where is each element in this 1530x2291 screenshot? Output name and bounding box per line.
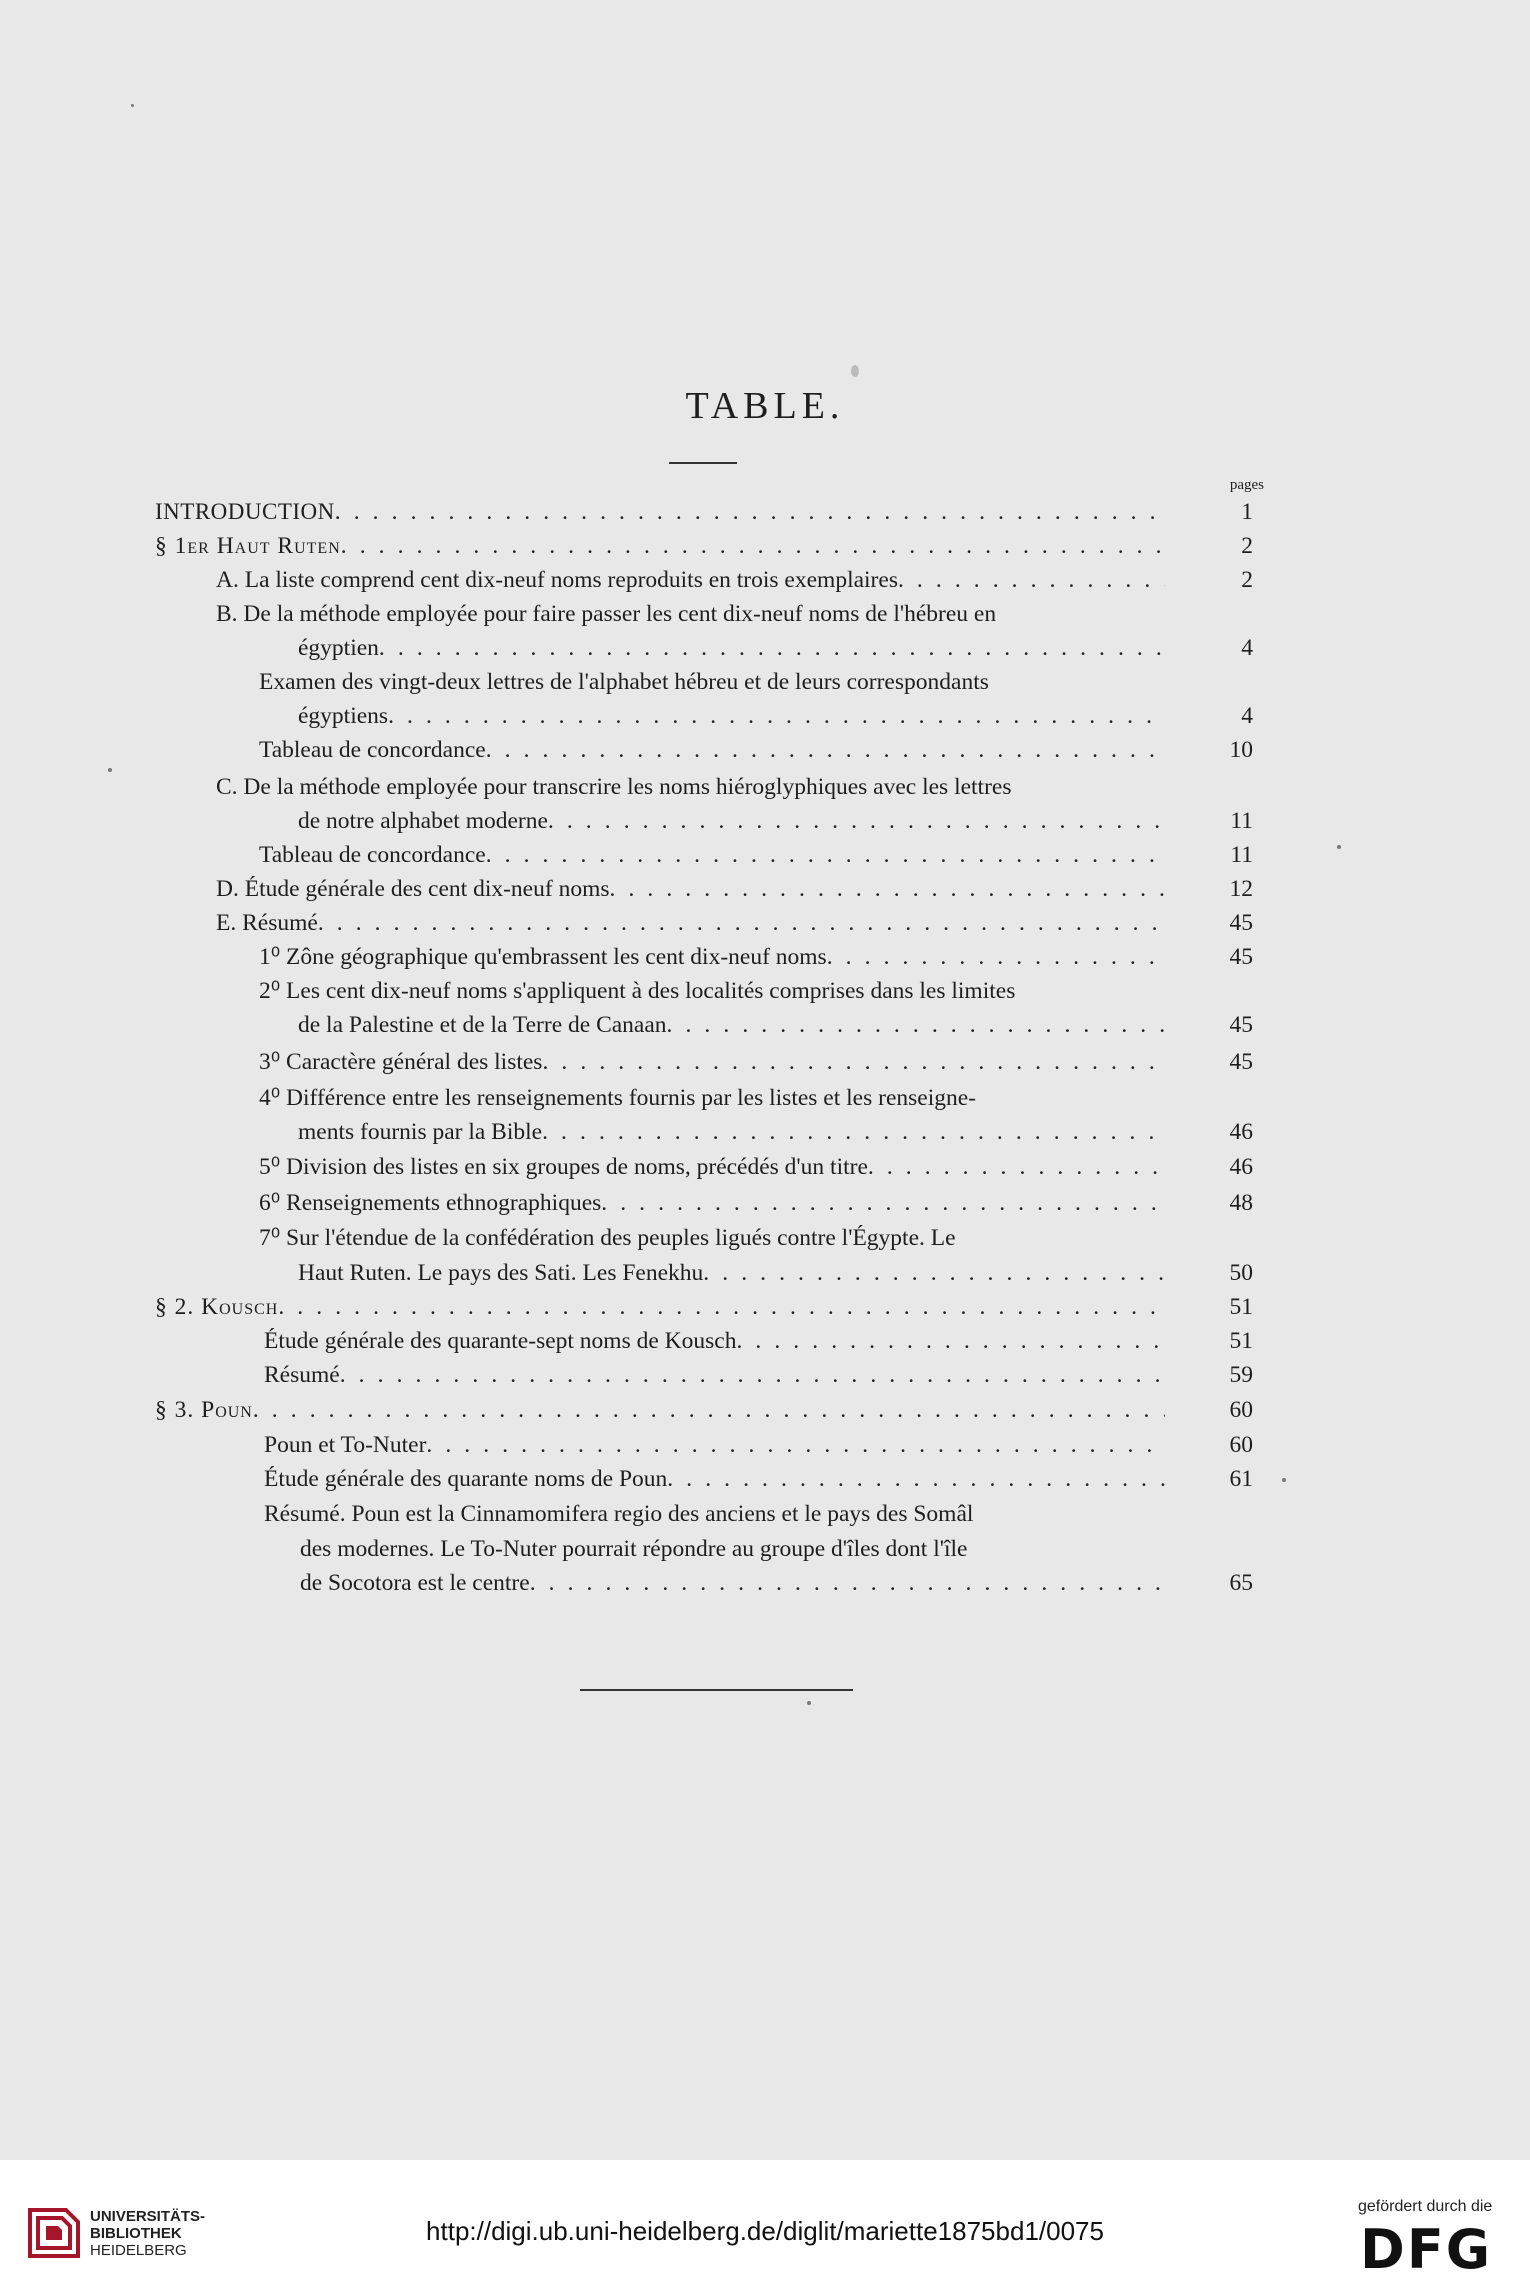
toc-page-number: 50 xyxy=(1229,1260,1253,1286)
toc-entry-c-line2[interactable] xyxy=(298,804,1165,838)
toc-entry-1o[interactable] xyxy=(259,940,1165,974)
toc-entry-examen-line2[interactable] xyxy=(298,699,1165,733)
dot-leader xyxy=(253,1393,1165,1427)
dot-leader xyxy=(868,1150,1165,1184)
toc-page-number: 11 xyxy=(1230,808,1253,834)
toc-entry-text: 6⁰ Renseignements ethnographiques xyxy=(259,1190,602,1216)
toc-page-number: 51 xyxy=(1229,1328,1253,1354)
dot-leader xyxy=(610,872,1166,906)
toc-entry-haut-ruten[interactable] xyxy=(155,529,1165,563)
title-rule xyxy=(669,462,737,464)
toc-page-number: 11 xyxy=(1230,842,1253,868)
toc-entry-text: 5⁰ Division des listes en six groupes de noms, précédés d'un titre xyxy=(259,1154,868,1180)
toc-page-number: 65 xyxy=(1229,1570,1253,1596)
dot-leader xyxy=(318,906,1165,940)
toc-entry-3o[interactable] xyxy=(259,1045,1165,1079)
toc-page-number: 4 xyxy=(1241,635,1253,661)
toc-entry-2o-line1[interactable]: 2⁰ Les cent dix-neuf noms s'appliquent à des localités comprises dans les limites xyxy=(259,978,1016,1004)
toc-entry-5o[interactable] xyxy=(259,1150,1165,1184)
library-name-line3: HEIDELBERG xyxy=(90,2242,187,2259)
page-title: TABLE. xyxy=(685,385,845,427)
dot-leader xyxy=(426,1428,1165,1462)
toc-entry-etude-poun[interactable] xyxy=(264,1462,1165,1496)
toc-entry-poun[interactable] xyxy=(155,1393,1165,1427)
toc-entry-text: de notre alphabet moderne xyxy=(298,808,548,834)
dot-leader xyxy=(667,1008,1165,1042)
toc-entry-text: ments fournis par la Bible xyxy=(298,1119,543,1145)
toc-page-number: 12 xyxy=(1229,876,1253,902)
toc-entry-6o[interactable] xyxy=(259,1186,1165,1220)
dot-leader xyxy=(827,940,1165,974)
toc-page-number: 45 xyxy=(1229,1012,1253,1038)
toc-entry-text: E. Résumé xyxy=(216,910,318,936)
library-name-line1: UNIVERSITÄTS- xyxy=(90,2208,206,2225)
toc-entry-etude-kousch[interactable] xyxy=(264,1324,1165,1358)
toc-entry-tableau-1[interactable] xyxy=(259,733,1165,767)
toc-entry-text: § 1er Haut Ruten xyxy=(155,533,341,559)
dot-leader xyxy=(542,1115,1165,1149)
toc-page-number: 59 xyxy=(1229,1362,1253,1388)
dot-leader xyxy=(703,1256,1165,1290)
toc-page-number: 10 xyxy=(1229,737,1253,763)
toc-entry-text: de Socotora est le centre xyxy=(300,1570,530,1596)
dot-leader xyxy=(486,733,1165,767)
toc-page-number: 61 xyxy=(1229,1466,1253,1492)
toc-entry-poun-to-nuter[interactable] xyxy=(264,1428,1165,1462)
dot-leader xyxy=(542,1045,1165,1079)
toc-entry-resume-poun-line3[interactable] xyxy=(300,1566,1165,1600)
funding-text: gefördert durch die xyxy=(1358,2198,1493,2215)
toc-page-number: 2 xyxy=(1241,567,1253,593)
toc-page-number: 46 xyxy=(1229,1119,1253,1145)
toc-page-number: 1 xyxy=(1241,499,1253,525)
toc-entry-kousch[interactable] xyxy=(155,1290,1165,1324)
permalink-url[interactable]: http://digi.ub.uni-heidelberg.de/diglit/mariette1875bd1/0075 xyxy=(426,2216,1104,2246)
toc-entry-text: Étude générale des quarante noms de Poun xyxy=(264,1466,668,1492)
toc-entry-text: INTRODUCTION xyxy=(155,499,335,524)
toc-entry-tableau-2[interactable] xyxy=(259,838,1165,872)
toc-entry-4o-line2[interactable] xyxy=(298,1115,1165,1149)
toc-page-number: 51 xyxy=(1229,1294,1253,1320)
toc-entry-text: Étude générale des quarante-sept noms de Kousch xyxy=(264,1328,737,1354)
dot-leader xyxy=(530,1566,1165,1600)
toc-entry-e[interactable] xyxy=(216,906,1165,940)
toc-entry-introduction[interactable] xyxy=(155,495,1165,529)
toc-page-number: 45 xyxy=(1229,1049,1253,1075)
toc-entry-examen-line1[interactable]: Examen des vingt-deux lettres de l'alphabet hébreu et de leurs correspondants xyxy=(259,669,989,695)
viewer-footer xyxy=(0,2160,1530,2291)
toc-entry-text: Tableau de concordance xyxy=(259,737,486,763)
toc-entry-text: Poun et To-Nuter xyxy=(264,1432,427,1458)
toc-page-number: 4 xyxy=(1241,703,1253,729)
paper-speck xyxy=(131,104,134,107)
toc-entry-c-line1[interactable]: C. De la méthode employée pour transcrire les noms hiéroglyphiques avec les lettres xyxy=(216,774,1012,800)
toc-entry-4o-line1[interactable]: 4⁰ Différence entre les renseignements fournis par les listes et les renseigne- xyxy=(259,1085,976,1111)
paper-speck xyxy=(851,365,859,377)
dot-leader xyxy=(335,495,1165,529)
pages-column-label: pages xyxy=(1229,477,1264,493)
toc-entry-text: Tableau de concordance xyxy=(259,842,486,868)
dot-leader xyxy=(278,1290,1165,1324)
toc-entry-a[interactable] xyxy=(216,563,1165,597)
toc-page-number: 60 xyxy=(1229,1432,1253,1458)
toc-page-number: 46 xyxy=(1229,1154,1253,1180)
toc-page-number: 45 xyxy=(1229,944,1253,970)
toc-entry-text: Résumé xyxy=(264,1362,340,1388)
dot-leader xyxy=(388,699,1165,733)
toc-entry-resume-poun-line2[interactable]: des modernes. Le To-Nuter pourrait répondre au groupe d'îles dont l'île xyxy=(300,1536,968,1562)
paper-speck xyxy=(108,768,112,772)
toc-entry-text: 1⁰ Zône géographique qu'embrassent les cent dix-neuf noms xyxy=(259,944,827,970)
toc-entry-text: § 2. Kousch xyxy=(155,1294,279,1320)
dot-leader xyxy=(898,563,1165,597)
toc-entry-resume-kousch[interactable] xyxy=(264,1358,1165,1392)
toc-entry-d[interactable] xyxy=(216,872,1165,906)
dot-leader xyxy=(601,1186,1165,1220)
dot-leader xyxy=(340,1358,1165,1392)
toc-entry-b-line2[interactable] xyxy=(298,631,1165,665)
toc-entry-7o-line1[interactable]: 7⁰ Sur l'étendue de la confédération des peuples ligués contre l'Égypte. Le xyxy=(259,1225,956,1251)
dot-leader xyxy=(736,1324,1165,1358)
dot-leader xyxy=(379,631,1165,665)
dot-leader xyxy=(341,529,1165,563)
toc-entry-text: A. La liste comprend cent dix-neuf noms reproduits en trois exemplaires xyxy=(216,567,898,593)
dfg-logo: DFG xyxy=(1360,2218,1493,2281)
toc-entry-text: de la Palestine et de la Terre de Canaan xyxy=(298,1012,667,1038)
toc-page-number: 2 xyxy=(1241,533,1253,559)
paper-speck xyxy=(1337,845,1341,849)
toc-entry-text: Haut Ruten. Le pays des Sati. Les Fenekhu xyxy=(298,1260,704,1286)
toc-entry-b-line1[interactable]: B. De la méthode employée pour faire passer les cent dix-neuf noms de l'hébreu en xyxy=(216,601,997,627)
toc-entry-2o-line2[interactable] xyxy=(298,1008,1165,1042)
toc-entry-text: égyptien xyxy=(298,635,379,661)
toc-entry-text: égyptiens xyxy=(298,703,389,729)
toc-entry-text: D. Étude générale des cent dix-neuf noms xyxy=(216,876,610,902)
toc-page-number: 48 xyxy=(1229,1190,1253,1216)
dot-leader xyxy=(548,804,1165,838)
toc-page-number: 45 xyxy=(1229,910,1253,936)
dot-leader xyxy=(486,838,1165,872)
dot-leader xyxy=(667,1462,1165,1496)
toc-entry-resume-poun-line1[interactable]: Résumé. Poun est la Cinnamomifera regio des anciens et le pays des Somâl xyxy=(264,1501,974,1527)
paper-speck xyxy=(1282,1478,1286,1482)
paper-speck xyxy=(807,1701,811,1705)
library-name-line2: BIBLIOTHEK xyxy=(90,2225,182,2242)
toc-entry-text: 3⁰ Caractère général des listes xyxy=(259,1049,543,1075)
toc-entry-7o-line2[interactable] xyxy=(298,1256,1165,1290)
toc-page-number: 60 xyxy=(1229,1397,1253,1423)
toc-entry-text: § 3. Poun xyxy=(155,1397,253,1423)
closing-rule xyxy=(580,1689,853,1691)
